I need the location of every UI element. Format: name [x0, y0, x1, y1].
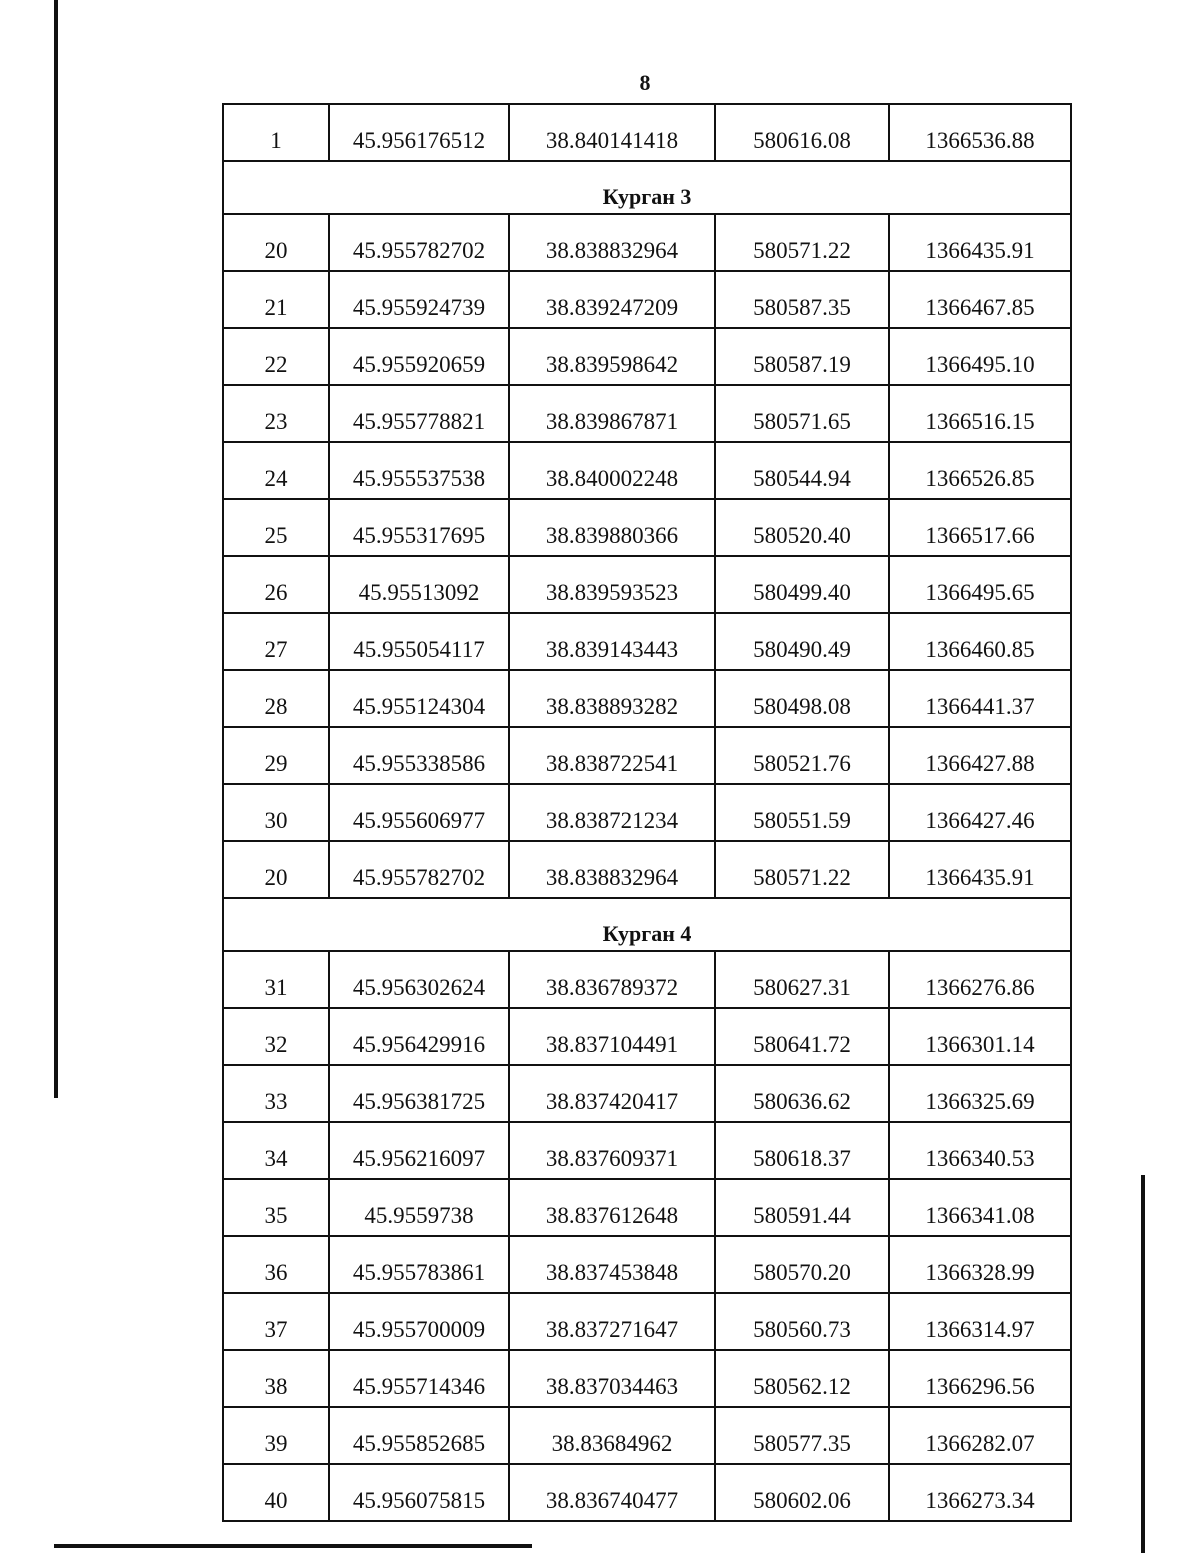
table-row [223, 328, 1071, 385]
y-coordinate-cell: 1366517.66 [889, 499, 1071, 556]
latitude-cell: 45.955782702 [329, 841, 509, 898]
table-row [223, 1065, 1071, 1122]
y-coordinate-cell: 1366427.46 [889, 784, 1071, 841]
latitude-cell: 45.955852685 [329, 1407, 509, 1464]
x-coordinate-cell: 580627.31 [715, 951, 889, 1008]
y-coordinate-cell: 1366467.85 [889, 271, 1071, 328]
table-row [223, 613, 1071, 670]
x-coordinate-cell: 580641.72 [715, 1008, 889, 1065]
longitude-cell: 38.838832964 [509, 214, 715, 271]
y-coordinate-cell: 1366282.07 [889, 1407, 1071, 1464]
x-coordinate-cell: 580520.40 [715, 499, 889, 556]
latitude-cell: 45.956176512 [329, 104, 509, 161]
table-row [223, 442, 1071, 499]
longitude-cell: 38.838721234 [509, 784, 715, 841]
table-row [223, 385, 1071, 442]
point-number-cell: 26 [223, 556, 329, 613]
section-header-row [223, 898, 1071, 951]
y-coordinate-cell: 1366276.86 [889, 951, 1071, 1008]
point-number-cell: 28 [223, 670, 329, 727]
longitude-cell: 38.839593523 [509, 556, 715, 613]
longitude-cell: 38.837609371 [509, 1122, 715, 1179]
x-coordinate-cell: 580636.62 [715, 1065, 889, 1122]
section-title: Курган 3 [223, 161, 1071, 214]
y-coordinate-cell: 1366435.91 [889, 841, 1071, 898]
longitude-cell: 38.837034463 [509, 1350, 715, 1407]
x-coordinate-cell: 580571.65 [715, 385, 889, 442]
section-header-row [223, 161, 1071, 214]
point-number-cell: 21 [223, 271, 329, 328]
point-number-cell: 39 [223, 1407, 329, 1464]
longitude-cell: 38.838893282 [509, 670, 715, 727]
latitude-cell: 45.955700009 [329, 1293, 509, 1350]
y-coordinate-cell: 1366495.10 [889, 328, 1071, 385]
point-number-cell: 38 [223, 1350, 329, 1407]
table-row [223, 1293, 1071, 1350]
y-coordinate-cell: 1366516.15 [889, 385, 1071, 442]
y-coordinate-cell: 1366427.88 [889, 727, 1071, 784]
x-coordinate-cell: 580551.59 [715, 784, 889, 841]
y-coordinate-cell: 1366435.91 [889, 214, 1071, 271]
point-number-cell: 23 [223, 385, 329, 442]
latitude-cell: 45.955338586 [329, 727, 509, 784]
latitude-cell: 45.956381725 [329, 1065, 509, 1122]
longitude-cell: 38.837271647 [509, 1293, 715, 1350]
page-number: 8 [639, 70, 651, 95]
longitude-cell: 38.837453848 [509, 1236, 715, 1293]
y-coordinate-cell: 1366301.14 [889, 1008, 1071, 1065]
y-coordinate-cell: 1366495.65 [889, 556, 1071, 613]
x-coordinate-cell: 580618.37 [715, 1122, 889, 1179]
x-coordinate-cell: 580521.76 [715, 727, 889, 784]
point-number-cell: 24 [223, 442, 329, 499]
latitude-cell: 45.956302624 [329, 951, 509, 1008]
longitude-cell: 38.839867871 [509, 385, 715, 442]
longitude-cell: 38.838832964 [509, 841, 715, 898]
table-row [223, 1350, 1071, 1407]
scan-edge-left [54, 0, 58, 1098]
table-row [223, 951, 1071, 1008]
latitude-cell: 45.956216097 [329, 1122, 509, 1179]
table-row [223, 1122, 1071, 1179]
point-number-cell: 29 [223, 727, 329, 784]
coordinates-table-body [223, 104, 1071, 1521]
table-row [223, 556, 1071, 613]
y-coordinate-cell: 1366536.88 [889, 104, 1071, 161]
longitude-cell: 38.839880366 [509, 499, 715, 556]
y-coordinate-cell: 1366325.69 [889, 1065, 1071, 1122]
x-coordinate-cell: 580544.94 [715, 442, 889, 499]
y-coordinate-cell: 1366341.08 [889, 1179, 1071, 1236]
longitude-cell: 38.837104491 [509, 1008, 715, 1065]
table-row [223, 104, 1071, 161]
table-row [223, 1407, 1071, 1464]
latitude-cell: 45.955783861 [329, 1236, 509, 1293]
section-title: Курган 4 [223, 898, 1071, 951]
longitude-cell: 38.838722541 [509, 727, 715, 784]
latitude-cell: 45.9559738 [329, 1179, 509, 1236]
longitude-cell: 38.837612648 [509, 1179, 715, 1236]
point-number-cell: 1 [223, 104, 329, 161]
longitude-cell: 38.839143443 [509, 613, 715, 670]
table-row [223, 1179, 1071, 1236]
x-coordinate-cell: 580587.19 [715, 328, 889, 385]
x-coordinate-cell: 580587.35 [715, 271, 889, 328]
y-coordinate-cell: 1366340.53 [889, 1122, 1071, 1179]
table-row [223, 1008, 1071, 1065]
latitude-cell: 45.955714346 [329, 1350, 509, 1407]
latitude-cell: 45.955606977 [329, 784, 509, 841]
coordinates-table [222, 103, 1072, 1522]
x-coordinate-cell: 580591.44 [715, 1179, 889, 1236]
x-coordinate-cell: 580570.20 [715, 1236, 889, 1293]
y-coordinate-cell: 1366328.99 [889, 1236, 1071, 1293]
table-row [223, 670, 1071, 727]
x-coordinate-cell: 580571.22 [715, 214, 889, 271]
latitude-cell: 45.955924739 [329, 271, 509, 328]
longitude-cell: 38.836789372 [509, 951, 715, 1008]
latitude-cell: 45.955778821 [329, 385, 509, 442]
x-coordinate-cell: 580498.08 [715, 670, 889, 727]
point-number-cell: 32 [223, 1008, 329, 1065]
point-number-cell: 35 [223, 1179, 329, 1236]
y-coordinate-cell: 1366460.85 [889, 613, 1071, 670]
x-coordinate-cell: 580499.40 [715, 556, 889, 613]
table-row [223, 214, 1071, 271]
point-number-cell: 37 [223, 1293, 329, 1350]
longitude-cell: 38.840141418 [509, 104, 715, 161]
point-number-cell: 30 [223, 784, 329, 841]
latitude-cell: 45.956075815 [329, 1464, 509, 1521]
table-row [223, 271, 1071, 328]
scan-edge-right [1141, 1175, 1145, 1553]
point-number-cell: 33 [223, 1065, 329, 1122]
x-coordinate-cell: 580560.73 [715, 1293, 889, 1350]
latitude-cell: 45.956429916 [329, 1008, 509, 1065]
point-number-cell: 20 [223, 214, 329, 271]
x-coordinate-cell: 580571.22 [715, 841, 889, 898]
latitude-cell: 45.955920659 [329, 328, 509, 385]
longitude-cell: 38.83684962 [509, 1407, 715, 1464]
latitude-cell: 45.955537538 [329, 442, 509, 499]
latitude-cell: 45.955054117 [329, 613, 509, 670]
table-row [223, 727, 1071, 784]
longitude-cell: 38.840002248 [509, 442, 715, 499]
x-coordinate-cell: 580577.35 [715, 1407, 889, 1464]
x-coordinate-cell: 580490.49 [715, 613, 889, 670]
table-row [223, 841, 1071, 898]
point-number-cell: 40 [223, 1464, 329, 1521]
scan-edge-bottom [54, 1544, 532, 1548]
latitude-cell: 45.955782702 [329, 214, 509, 271]
latitude-cell: 45.95513092 [329, 556, 509, 613]
longitude-cell: 38.839598642 [509, 328, 715, 385]
point-number-cell: 31 [223, 951, 329, 1008]
x-coordinate-cell: 580616.08 [715, 104, 889, 161]
point-number-cell: 36 [223, 1236, 329, 1293]
latitude-cell: 45.955124304 [329, 670, 509, 727]
y-coordinate-cell: 1366273.34 [889, 1464, 1071, 1521]
longitude-cell: 38.839247209 [509, 271, 715, 328]
longitude-cell: 38.836740477 [509, 1464, 715, 1521]
x-coordinate-cell: 580602.06 [715, 1464, 889, 1521]
x-coordinate-cell: 580562.12 [715, 1350, 889, 1407]
y-coordinate-cell: 1366441.37 [889, 670, 1071, 727]
y-coordinate-cell: 1366526.85 [889, 442, 1071, 499]
table-row [223, 784, 1071, 841]
point-number-cell: 25 [223, 499, 329, 556]
y-coordinate-cell: 1366314.97 [889, 1293, 1071, 1350]
point-number-cell: 34 [223, 1122, 329, 1179]
longitude-cell: 38.837420417 [509, 1065, 715, 1122]
y-coordinate-cell: 1366296.56 [889, 1350, 1071, 1407]
table-row [223, 1464, 1071, 1521]
latitude-cell: 45.955317695 [329, 499, 509, 556]
point-number-cell: 22 [223, 328, 329, 385]
point-number-cell: 20 [223, 841, 329, 898]
table-row [223, 499, 1071, 556]
point-number-cell: 27 [223, 613, 329, 670]
table-row [223, 1236, 1071, 1293]
